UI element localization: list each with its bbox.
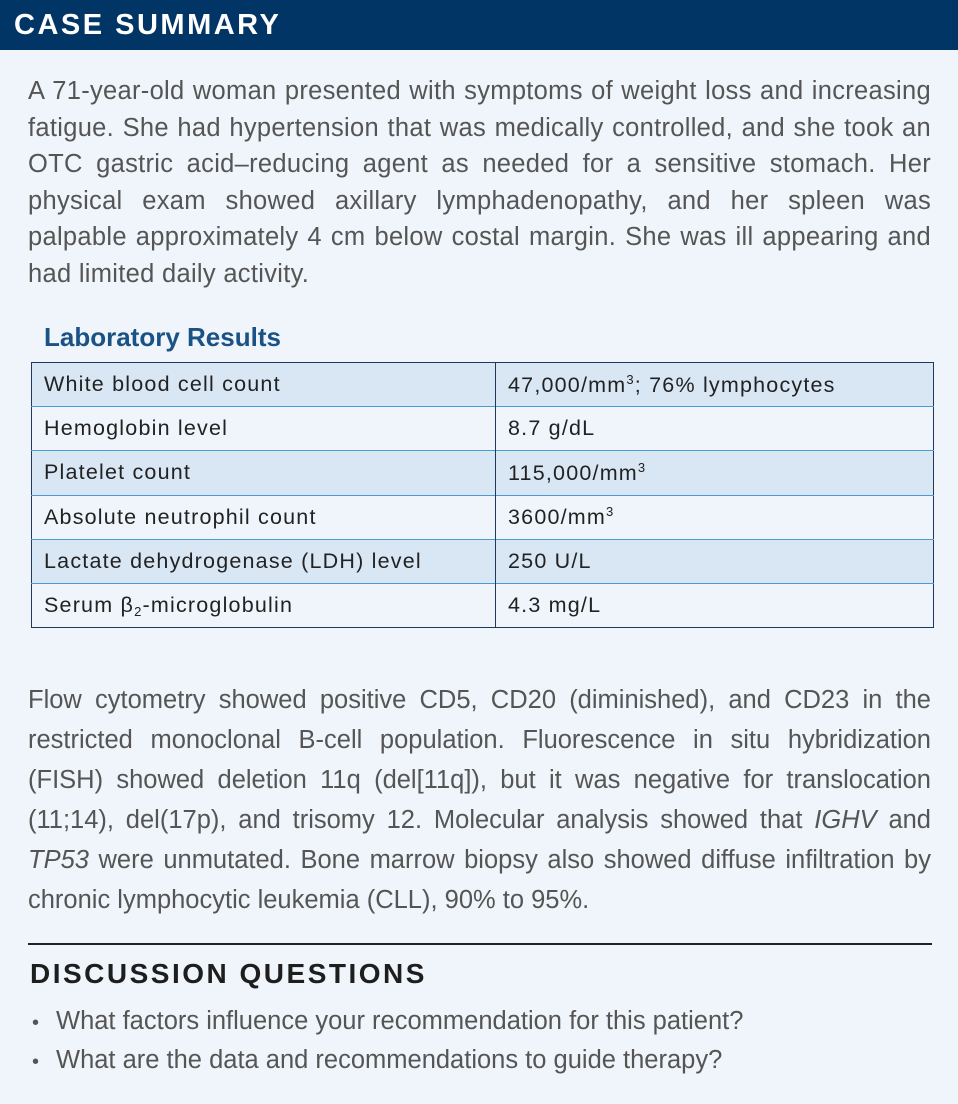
- discussion-title: DISCUSSION QUESTIONS: [30, 958, 427, 989]
- table-row: [32, 363, 934, 407]
- case-summary-header: [0, 0, 958, 50]
- section-title: CASE SUMMARY: [14, 9, 282, 41]
- test-value: $3600/mm^3$: [496, 495, 934, 539]
- test-name: White blood cell count: [32, 363, 496, 407]
- table-row: [32, 495, 934, 539]
- table-row: [32, 451, 934, 495]
- test-name: Lactate dehydrogenase (LDH) level: [32, 539, 496, 583]
- list-item: • What factors influence your recommendation for this patient?: [32, 1003, 743, 1042]
- table-row: [32, 407, 934, 451]
- test-name: Platelet count: [32, 451, 496, 495]
- test-name: Serum $\beta_2$-microglobulin: [32, 583, 496, 627]
- case-description: A 71-year-old woman presented with symptoms of weight loss and increasing fatigue. She had hypertension that was medically controlled, and she took an OTC gastric acid–reducing agent as needed for a sensitive stomach. Her physical exam showed axillary lymphadenopathy, and her spleen was palpable approximately 4 cm below costal margin. She was ill appearing and had limited daily activity.: [28, 77, 931, 288]
- lab-results-title: Laboratory Results: [44, 322, 281, 352]
- findings-paragraph: Flow cytometry showed positive CD5, CD20 (diminished), and CD23 in the restricted monoclonal B-cell population. Fluorescence in situ hybridization (FISH) showed deletion 11q (del[11q]), but it was negative for translocation (11;14), del(17p), and trisomy 12. Molecular analysis showed that IGHV and TP53 were unmutated. Bone marrow biopsy also showed diffuse infiltration by chronic lymphocytic leukemia (CLL), 90% to 95%.: [28, 686, 931, 914]
- divider: [28, 943, 932, 945]
- test-name: Hemoglobin level: [32, 407, 496, 451]
- test-value: 250 U/L: [496, 539, 934, 583]
- bullet-icon: •: [32, 1051, 40, 1073]
- lab-results-table: [31, 362, 934, 628]
- test-value: 8.7 g/dL: [496, 407, 934, 451]
- test-value: 4.3 mg/L: [496, 583, 934, 627]
- test-value: $47,000/mm^3$; 76% lymphocytes: [496, 363, 934, 407]
- test-name: Absolute neutrophil count: [32, 495, 496, 539]
- test-value: $115,000/mm^3$: [496, 451, 934, 495]
- table-row: [32, 583, 934, 627]
- list-item: • What are the data and recommendations to guide therapy?: [32, 1042, 743, 1081]
- table-row: [32, 539, 934, 583]
- bullet-icon: •: [32, 1012, 40, 1034]
- discussion-list: [32, 1003, 743, 1081]
